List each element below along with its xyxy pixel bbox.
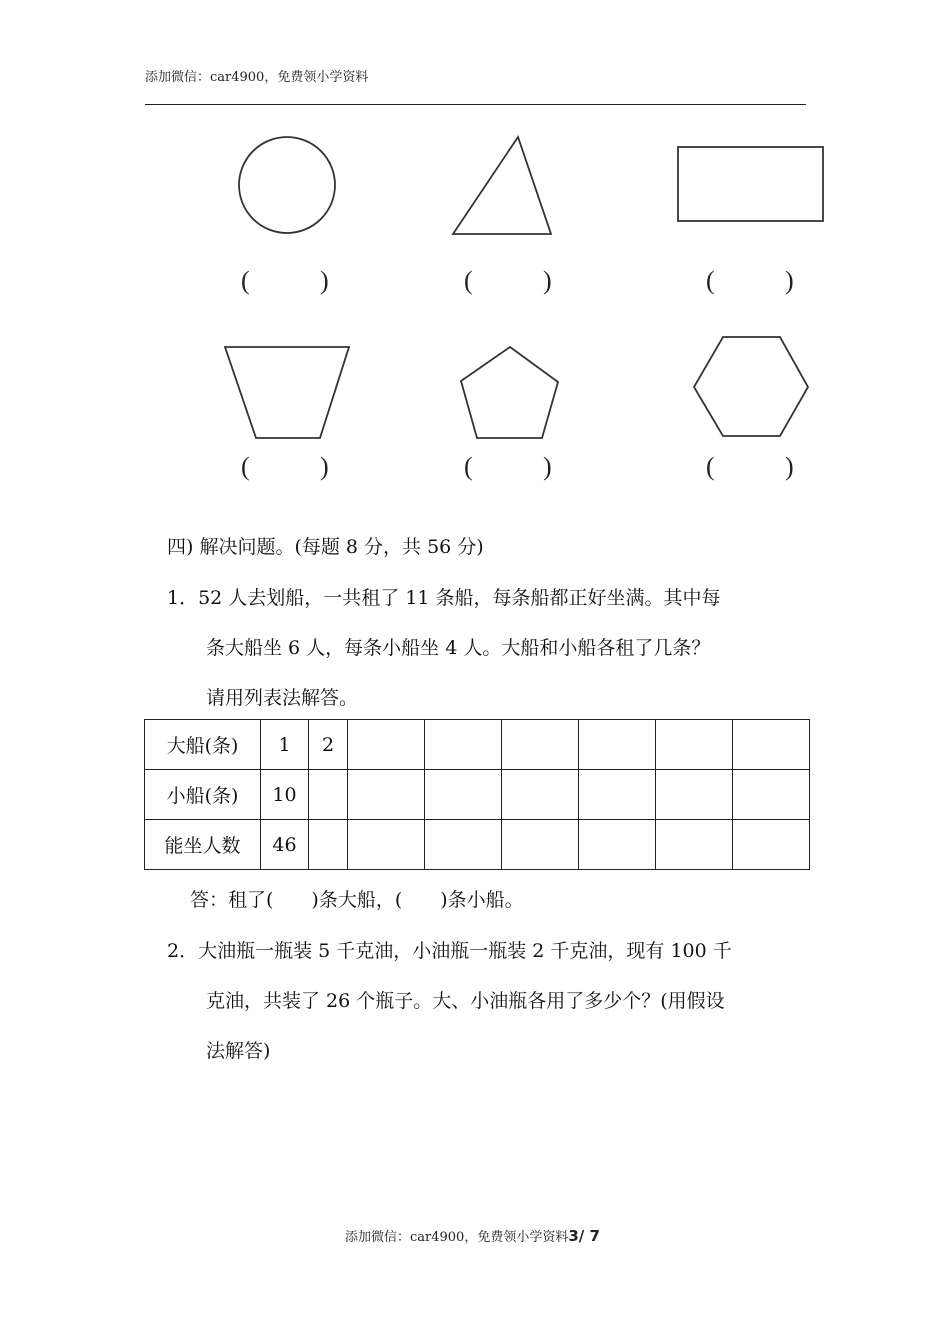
row-label: 能坐人数 — [145, 820, 261, 870]
rectangle-shape — [678, 147, 823, 221]
q1-line-1: 1．52 人去划船，一共租了 11 条船，每条船都正好坐满。其中每 — [167, 587, 721, 609]
trapezoid-answer-open-paren: ( — [241, 452, 250, 481]
q2-line-3: 法解答) — [206, 1040, 271, 1062]
blank-cell[interactable] — [502, 720, 579, 770]
row-label: 大船(条) — [145, 720, 261, 770]
rectangle-answer-close-paren: ) — [785, 266, 794, 295]
hexagon-answer-open-paren: ( — [706, 452, 715, 481]
blank-cell[interactable] — [656, 820, 733, 870]
blank-cell[interactable] — [733, 720, 810, 770]
blank-cell[interactable] — [579, 770, 656, 820]
pentagon-answer-open-paren: ( — [464, 452, 473, 481]
q1-line-3: 请用列表法解答。 — [206, 687, 359, 709]
blank-cell[interactable] — [656, 770, 733, 820]
section-title: 四) 解决问题。(每题 8 分，共 56 分) — [167, 536, 484, 558]
table-row — [145, 770, 810, 820]
trapezoid-shape — [225, 347, 349, 438]
page-footer — [345, 1226, 600, 1245]
page-header: 添加微信：car4900，免费领小学资料 — [145, 70, 369, 85]
q1-line-2: 条大船坐 6 人，每条小船坐 4 人。大船和小船各租了几条？ — [206, 637, 711, 659]
blank-cell[interactable] — [348, 820, 425, 870]
row-label: 小船(条) — [145, 770, 261, 820]
blank-cell[interactable] — [579, 720, 656, 770]
circle-answer-open-paren: ( — [241, 266, 250, 295]
rectangle-answer-open-paren: ( — [706, 266, 715, 295]
blank-cell[interactable] — [425, 720, 502, 770]
blank-cell[interactable] — [733, 770, 810, 820]
blank-cell[interactable] — [656, 720, 733, 770]
listing-table — [144, 719, 810, 870]
triangle-answer-close-paren: ) — [543, 266, 552, 295]
table-row — [145, 720, 810, 770]
q2-line-2: 克油，共装了 26 个瓶子。大、小油瓶各用了多少个？(用假设 — [206, 990, 725, 1012]
blank-cell[interactable] — [579, 820, 656, 870]
blank-cell[interactable] — [425, 820, 502, 870]
blank-cell[interactable] — [733, 820, 810, 870]
table-cell: 10 — [261, 770, 309, 820]
q2-line-1: 2．大油瓶一瓶装 5 千克油，小油瓶一瓶装 2 千克油，现有 100 千 — [167, 940, 732, 962]
page-number: 3/ 7 — [568, 1227, 600, 1245]
pentagon-shape — [461, 347, 558, 438]
circle-answer-close-paren: ) — [320, 266, 329, 295]
trapezoid-answer-close-paren: ) — [320, 452, 329, 481]
footer-text: 添加微信：car4900，免费领小学资料 — [345, 1230, 569, 1245]
blank-cell[interactable] — [309, 820, 348, 870]
blank-cell[interactable] — [425, 770, 502, 820]
table-row — [145, 820, 810, 870]
circle-shape — [239, 137, 335, 233]
blank-cell[interactable] — [348, 770, 425, 820]
triangle-shape — [453, 137, 551, 234]
blank-cell[interactable] — [309, 770, 348, 820]
blank-cell[interactable] — [502, 770, 579, 820]
shapes-figure — [0, 0, 950, 500]
table-cell: 2 — [309, 720, 348, 770]
hexagon-answer-close-paren: ) — [785, 452, 794, 481]
hexagon-shape — [694, 337, 808, 436]
blank-cell[interactable] — [348, 720, 425, 770]
blank-cell[interactable] — [502, 820, 579, 870]
pentagon-answer-close-paren: ) — [543, 452, 552, 481]
triangle-answer-open-paren: ( — [464, 266, 473, 295]
table-cell: 46 — [261, 820, 309, 870]
table-cell: 1 — [261, 720, 309, 770]
q1-answer-line: 答：租了( )条大船，( )条小船。 — [190, 889, 524, 911]
